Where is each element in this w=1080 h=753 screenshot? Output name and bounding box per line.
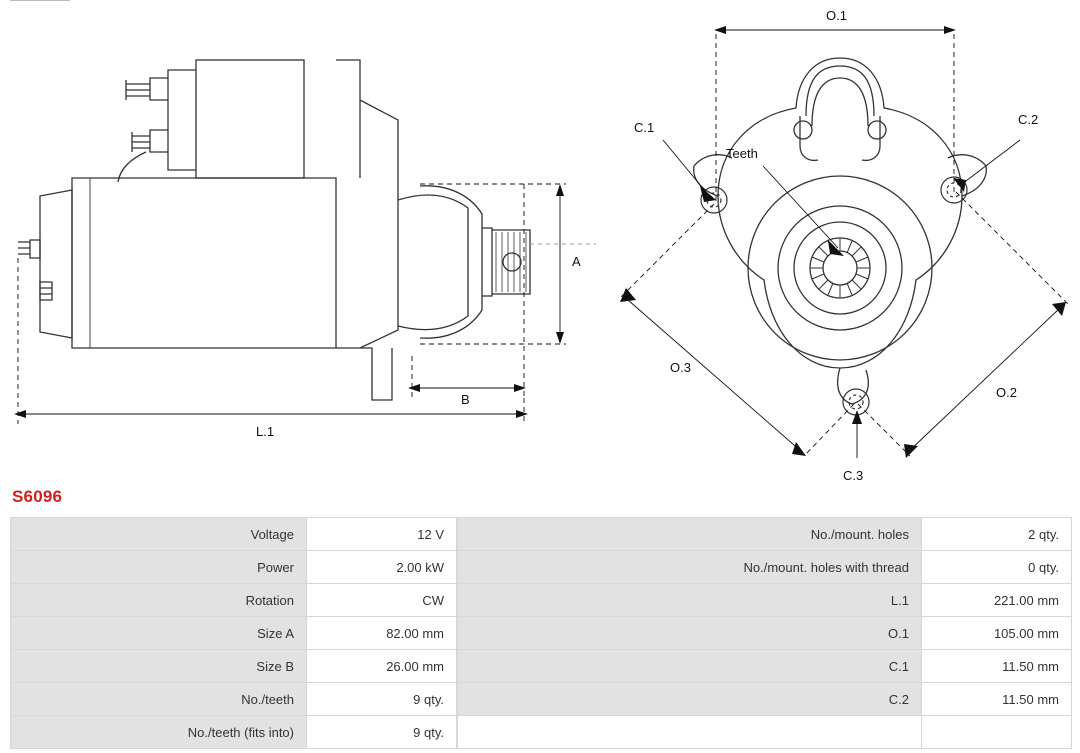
spec-key: No./teeth (fits into) (11, 716, 307, 749)
table-row (458, 551, 1072, 584)
table-row (458, 584, 1072, 617)
spec-key: O.1 (458, 617, 922, 650)
spec-value: 9 qty. (307, 683, 457, 716)
spec-table-left (10, 517, 457, 749)
table-row (11, 518, 457, 551)
spec-value: 82.00 mm (307, 617, 457, 650)
spec-key: Power (11, 551, 307, 584)
starter-side-view-drawing (0, 0, 600, 480)
label-size-a: A (572, 254, 581, 269)
label-c3: C.3 (843, 468, 864, 483)
spec-key: No./mount. holes (458, 518, 922, 551)
spec-key: No./mount. holes with thread (458, 551, 922, 584)
spec-value: 11.50 mm (922, 650, 1072, 683)
table-row (11, 584, 457, 617)
table-row (458, 518, 1072, 551)
spec-value: 12 V (307, 518, 457, 551)
spec-value: 2.00 kW (307, 551, 457, 584)
table-row-spacer (458, 716, 1072, 749)
spec-key: C.2 (458, 683, 922, 716)
spec-blank-cell (458, 716, 922, 749)
table-row (458, 650, 1072, 683)
spec-key: Size B (11, 650, 307, 683)
spec-key: L.1 (458, 584, 922, 617)
table-row (11, 617, 457, 650)
spec-key: C.1 (458, 650, 922, 683)
spec-table-right (457, 517, 1072, 749)
label-c1: C.1 (634, 120, 655, 135)
table-row (11, 551, 457, 584)
table-row (11, 650, 457, 683)
spec-value: 105.00 mm (922, 617, 1072, 650)
spec-value: 221.00 mm (922, 584, 1072, 617)
label-length-l1: L.1 (256, 424, 275, 439)
label-c2: C.2 (1018, 112, 1039, 127)
spec-key: Voltage (11, 518, 307, 551)
table-row (11, 683, 457, 716)
table-row (458, 617, 1072, 650)
spec-value: CW (307, 584, 457, 617)
part-number: S6096 (12, 487, 63, 506)
spec-value: 9 qty. (307, 716, 457, 749)
table-row (458, 683, 1072, 716)
spec-value: 26.00 mm (307, 650, 457, 683)
table-row (11, 716, 457, 749)
spec-key: Rotation (11, 584, 307, 617)
label-o3: O.3 (670, 360, 691, 375)
label-o1: O.1 (826, 8, 847, 23)
spec-key: Size A (11, 617, 307, 650)
spec-value: 11.50 mm (922, 683, 1072, 716)
spec-value: 0 qty. (922, 551, 1072, 584)
spec-key: No./teeth (11, 683, 307, 716)
label-teeth: Teeth (726, 146, 758, 161)
label-size-b: B (461, 392, 470, 407)
spec-value: 2 qty. (922, 518, 1072, 551)
starter-front-view-drawing (600, 0, 1080, 480)
spec-tables (10, 517, 1070, 749)
spec-blank-cell (922, 716, 1072, 749)
label-o2: O.2 (996, 385, 1017, 400)
